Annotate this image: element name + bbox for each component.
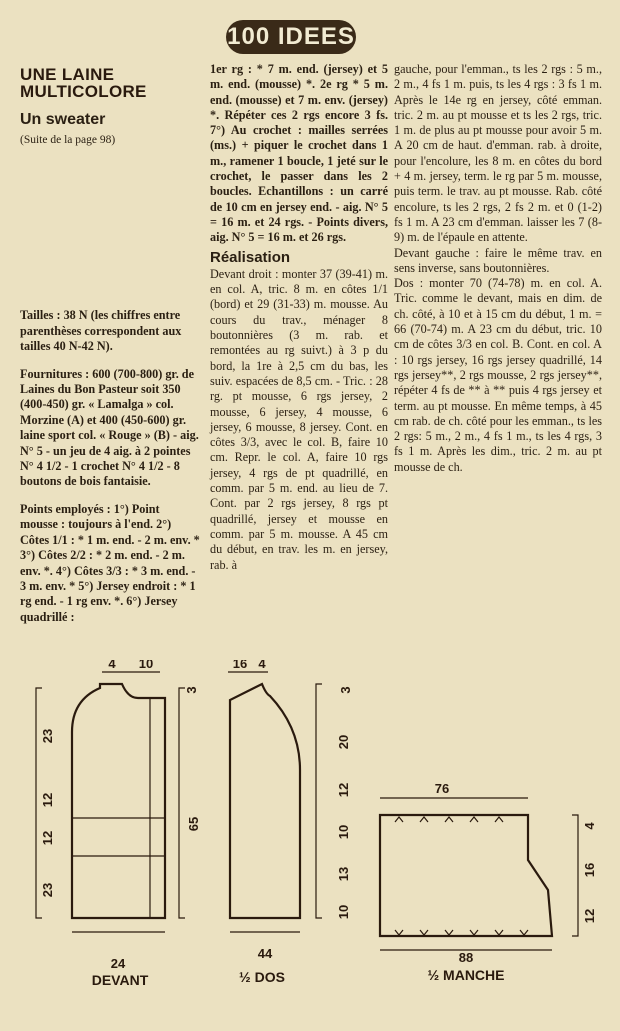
dos-width: 44 xyxy=(257,946,273,961)
fournitures-paragraph: Fournitures : 600 (700-800) gr. de Laines du Bon Pasteur soit 350 (400-450) gr. « Lamalga » col. Morzine (A) et 400 (450-600) gr. laine sport col. « Rouge » (B) - aig. N° 5 - un jeu de 4 aig. à 2 pointes N° 4 1/2 - 1 crochet N° 4 1/2 - 8 boutons de bois fantaisie. xyxy=(20,366,199,489)
tailles-paragraph: Tailles : 38 N (les chiffres entre parenthèses correspondent aux tailles 40 N-42 N). xyxy=(20,308,182,353)
points-continued: 1er rg : * 7 m. end. (jersey) et 5 m. end. (mousse) *. 2e rg * 5 m. end. (mousse) et 7 m. env. (jersey) *. Répéter ces 2 rgs encore 3 fs. 7°) Au crochet : mailles serrées (ms.) + piquer le crochet dans 1 m., ramener 1 boucle, 1 jeté sur le crochet, le passer dans les 2 boucles. Echantillons : un carré de 10 cm en jersey end. - aig. N° 5 = 16 m. et 24 rgs. - Points divers, aig. N° 5 = 16 m. et 26 rgs. xyxy=(210,62,388,245)
manche-right-2: 16 xyxy=(582,862,597,878)
devant-left-4: 23 xyxy=(40,882,55,898)
dos-left-4: 13 xyxy=(336,866,351,882)
points-paragraph: Points employés : 1°) Point mousse : toujours à l'end. 2°) Côtes 1/1 : * 1 m. end. - 2 m. env. * 3°) Côtes 2/2 : * 2 m. end. - 2 m. env. *. 4°) Côtes 3/3 : * 3 m. end. - 3 m. env. * 5°) Jersey endroit : * 1 rg end. - 1 rg env. *. 6°) Jersey quadrillé : xyxy=(20,502,200,624)
dos-right-top: 3 xyxy=(338,686,353,694)
devant-right-total: 65 xyxy=(186,816,201,832)
realisation-heading: Réalisation xyxy=(210,248,291,266)
column-1-body xyxy=(20,296,200,637)
devant-top-b: 10 xyxy=(138,660,154,671)
manche-label: ½ MANCHE xyxy=(427,967,505,983)
devant-left-3: 12 xyxy=(40,830,55,846)
manche-outline xyxy=(380,815,552,936)
devant-left-2: 12 xyxy=(40,792,55,808)
devant-right-top: 3 xyxy=(184,686,199,694)
devant-droit-paragraph: Devant droit : monter 37 (39-41) m. en col. A, tric. 8 m. en côtes 1/1 (bord) et 29 (31-33) m. mousse. Au cours du trav., ménager 8 boutonnières (3 m. rab. et remontées au rg suivt.) à 3 p du bord, la 1re à 2,5 cm du bas, les suiv. espacées de 8,5 cm. - Tric. : 28 rg. pt mousse, 6 rgs jersey, 2 mousse, 6 jersey, 4 mousse, 6 jersey, 6 mousse, 8 jersey. Cont. en côtes 3/3, avec le col. B, faire 10 cm. Repr. le col. A, faire 10 rgs jersey, 4 rgs de pt quadrillé, en comm. par 5 m. end. au lieu de 7. Cont. par 2 rgs jersey, 8 rgs pt quadrillé, jersey et mousse en comm. par 5 m. mousse. A 45 cm du début, en trav. les m. en jersey, rab. à xyxy=(210,266,388,572)
dos-paragraph: Dos : monter 70 (74-78) m. en col. A. Tric. comme le devant, mais en dim. de ch. côté, à 10 et à 15 cm du début, 1 m. = 66 (70-74) m. A 23 cm du début, tric. 10 cm de côtes 3/3 en col. B. Cont. en col. A : 10 rgs jersey, 16 rgs jersey quadrillé, 14 rgs jersey**, 2 rgs mousse, 2 rgs jersey**, répéter 4 fs de ** à ** puis 4 rgs jersey et term. au pt mousse. En même temps, à 45 cm rab. de ch. côté pour les emman., ts les 2 rgs: 5 m., 2 m., 4 fs 1 m., ts les 4 rgs, 3 fs 1 m. Après les dim., tric. 2 m. au pt mousse de ch. xyxy=(394,276,602,474)
title-line-1: UNE LAINE xyxy=(20,65,115,84)
devant-left-1: 23 xyxy=(40,728,55,744)
manche-bottom: 88 xyxy=(458,950,474,965)
column-1-intro xyxy=(20,66,200,149)
dos-left-2: 12 xyxy=(336,782,351,798)
devant-gauche-paragraph: Devant gauche : faire le même trav. en sens inverse, sans boutonnières. xyxy=(394,245,602,275)
devant-top-a: 4 xyxy=(108,660,116,671)
dos-top-b: 4 xyxy=(258,660,266,671)
suite-note: (Suite de la page 98) xyxy=(20,134,116,147)
dos-label: ½ DOS xyxy=(239,969,285,985)
dos-left-3: 10 xyxy=(336,824,351,840)
emmanchure-paragraph: gauche, pour l'emman., ts les 2 rgs : 5 m., 2 m., 4 fs 1 m. puis, ts les 4 rgs : 3 fs 1 m. Après le 14e rg en jersey, côté emman. tric. 2 m. au pt mousse et ts les 2 rgs, tric. 1 m. de plus au pt mousse pour avoir 5 m. A 20 cm de haut. d'emman. rab. à droite, pour l'encolure, les 8 m. en côtes du bord + 4 m. jersey, term. le rg par 5 m. mousse, puis term. le trav. au pt mousse. Rab. côté encolure, ts les 2 rgs, 2 fs 2 m. et 0 (1-2) fs 1 m. A 23 cm d'emman. laisser les 7 (8-9) m. de l'épaule en attente. xyxy=(394,62,602,245)
subtitle: Un sweater xyxy=(20,111,106,128)
pattern-diagrams xyxy=(0,660,620,1000)
column-3 xyxy=(394,62,602,475)
manche-right-1: 4 xyxy=(582,822,597,830)
manche-right-3: 12 xyxy=(582,908,597,924)
devant-label: DEVANT xyxy=(91,972,149,988)
devant-outline xyxy=(72,684,165,918)
manche-top: 76 xyxy=(434,781,450,796)
dos-outline xyxy=(230,684,300,918)
article-title xyxy=(20,66,200,100)
header xyxy=(226,20,356,54)
dos-left-5: 10 xyxy=(336,904,351,920)
title-line-2: MULTICOLORE xyxy=(20,82,147,101)
devant-width: 24 xyxy=(110,956,126,971)
logo-100-idees: 100 IDEES xyxy=(226,20,356,54)
column-2 xyxy=(210,62,388,573)
dos-left-1: 20 xyxy=(336,734,351,750)
dos-top-a: 16 xyxy=(232,660,248,671)
